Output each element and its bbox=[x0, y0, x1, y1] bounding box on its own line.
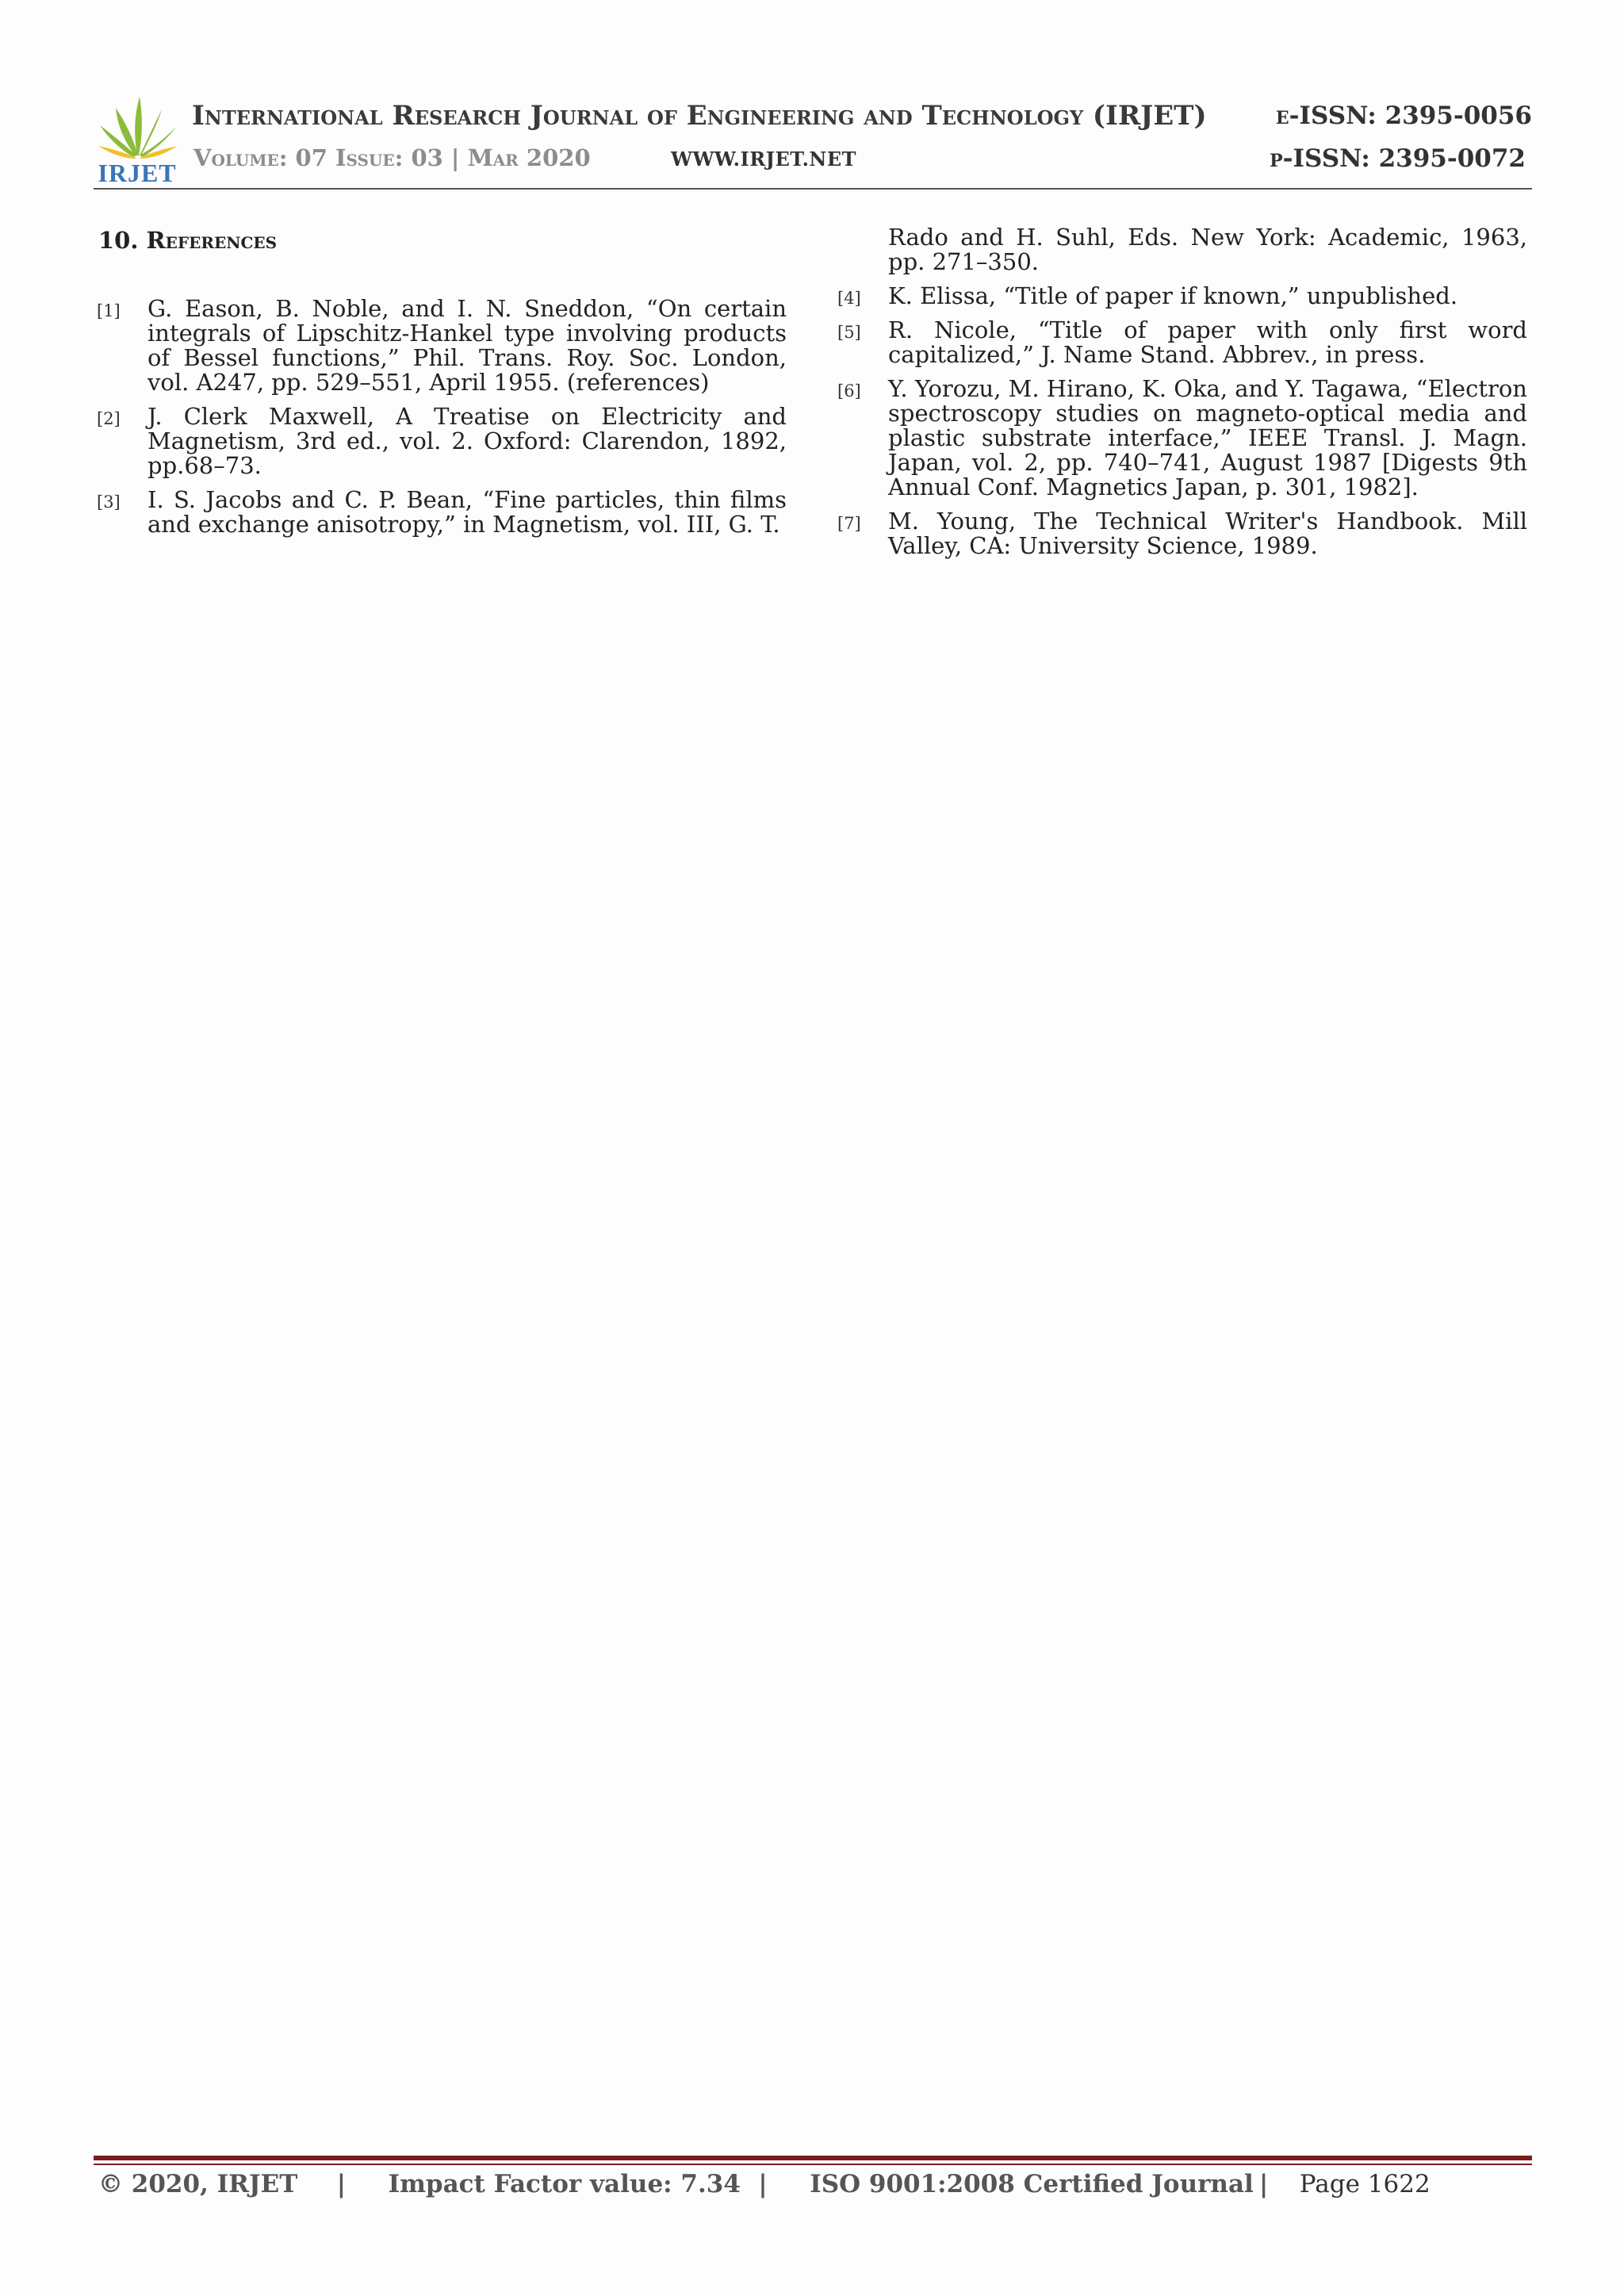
footer-separator: | bbox=[1258, 2170, 1269, 2198]
references-column-right bbox=[837, 225, 1527, 568]
footer-copyright: © 2020, IRJET bbox=[98, 2170, 298, 2198]
p-issn-text: p-ISSN: 2395-0072 bbox=[1270, 144, 1526, 173]
reference-item bbox=[837, 377, 1527, 500]
reference-number: [4] bbox=[837, 289, 861, 308]
reference-text: M. Young, The Technical Writer's Handbook. Mill Valley, CA: University Science, 1989. bbox=[888, 508, 1527, 559]
journal-website-link[interactable]: WWW.IRJET.NET bbox=[671, 148, 857, 171]
reference-text: J. Clerk Maxwell, A Treatise on Electricity and Magnetism, 3rd ed., vol. 2. Oxford: Clarendon, 1892, pp.68–73. bbox=[147, 403, 787, 479]
section-heading: 10. References bbox=[98, 227, 278, 254]
reference-number: [1] bbox=[97, 301, 121, 320]
reference-item bbox=[837, 509, 1527, 558]
reference-text: R. Nicole, “Title of paper with only first word capitalized,” J. Name Stand. Abbrev., in press. bbox=[888, 316, 1527, 368]
reference-number: [7] bbox=[837, 514, 861, 533]
e-issn bbox=[1276, 102, 1532, 130]
reference-text: I. S. Jacobs and C. P. Bean, “Fine particles, thin films and exchange anisotropy,” in Magnetism, vol. III, G. T. bbox=[147, 486, 787, 538]
references-column-left bbox=[97, 297, 787, 546]
reference-number: [5] bbox=[837, 323, 861, 342]
logo-wordmark: IRJET bbox=[98, 159, 177, 187]
header-divider bbox=[94, 188, 1532, 190]
p-issn bbox=[1270, 144, 1526, 173]
e-issn-text: e-ISSN: 2395-0056 bbox=[1275, 102, 1532, 130]
reference-item bbox=[97, 488, 787, 537]
reference-item bbox=[97, 297, 787, 395]
reference-text: K. Elissa, “Title of paper if known,” unpublished. bbox=[888, 282, 1458, 309]
footer-separator: | bbox=[336, 2170, 347, 2198]
reference-text: G. Eason, B. Noble, and I. N. Sneddon, “On certain integrals of Lipschitz-Hankel type involving products of Bessel functions,” Phil. Trans. Roy. Soc. London, vol. A247, pp. 529–551, April 1955. (references) bbox=[147, 295, 787, 396]
reference-text: Y. Yorozu, M. Hirano, K. Oka, and Y. Tagawa, “Electron spectroscopy studies on magneto-optical media and plastic substrate interface,” IEEE Transl. J. Magn. Japan, vol. 2, pp. 740–741, August 1987 [Digests 9th Annual Conf. Magnetics Japan, p. 301, 1982]. bbox=[888, 375, 1527, 500]
footer-separator: | bbox=[758, 2170, 768, 2198]
reference-continuation: Rado and H. Suhl, Eds. New York: Academic, 1963, pp. 271–350. bbox=[888, 224, 1527, 275]
issue-info: Volume: 07 Issue: 03 | Mar 2020 bbox=[193, 144, 591, 171]
footer-impact-factor: Impact Factor value: 7.34 bbox=[388, 2170, 741, 2198]
footer-iso-certification: ISO 9001:2008 Certified Journal bbox=[810, 2170, 1254, 2198]
reference-item bbox=[837, 318, 1527, 367]
reference-item bbox=[837, 284, 1527, 309]
footer-divider-thick bbox=[94, 2156, 1532, 2160]
journal-title: International Research Journal of Engineering and Technology (IRJET) bbox=[192, 100, 1207, 132]
page-footer bbox=[98, 2170, 1431, 2198]
reference-number: [6] bbox=[837, 381, 861, 401]
reference-number: [2] bbox=[97, 409, 121, 428]
page-number: Page 1622 bbox=[1299, 2170, 1431, 2198]
footer-divider-thin bbox=[94, 2164, 1532, 2165]
reference-number: [3] bbox=[97, 493, 121, 512]
reference-item bbox=[97, 404, 787, 478]
